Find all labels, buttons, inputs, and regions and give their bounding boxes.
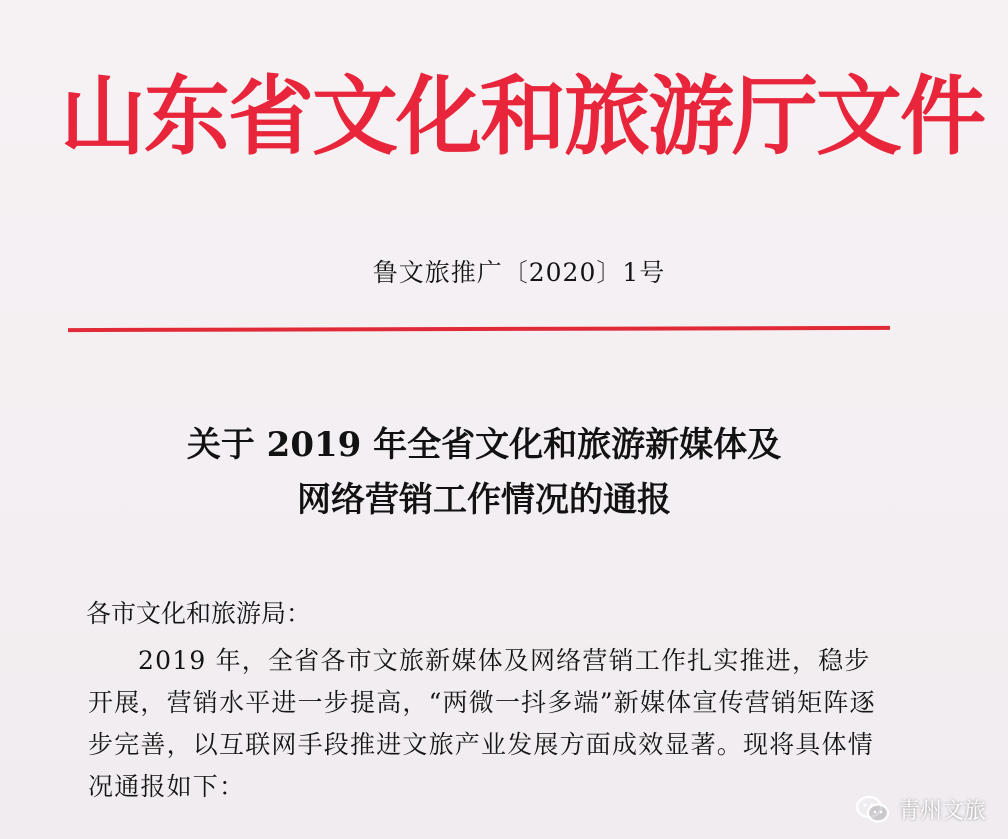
red-divider-rule [68,326,890,332]
wechat-icon [856,796,890,824]
document-number: 鲁文旅推广〔2020〕1号 [372,258,666,287]
document-title-line-2: 网络营销工作情况的通报 [297,480,671,520]
watermark-label: 青州文旅 [897,799,986,824]
masthead-title: 山东省文化和旅游厅文件 [60,67,984,167]
salutation: 各市文化和旅游局： [86,599,312,628]
body-paragraph: 2019 年，全省各市文旅新媒体及网络营销工作扎实推进，稳步开展，营销水平进一步提高，“两微一抖多端”新媒体宣传营销矩阵逐步完善，以互联网手段推进文旅产业发展方面成效显著。现将具体情况通报如下： [88,646,876,801]
document-title-line-1: 关于 2019 年全省文化和旅游新媒体及 [186,425,782,465]
document-title [0,418,1008,528]
source-watermark [856,794,986,825]
